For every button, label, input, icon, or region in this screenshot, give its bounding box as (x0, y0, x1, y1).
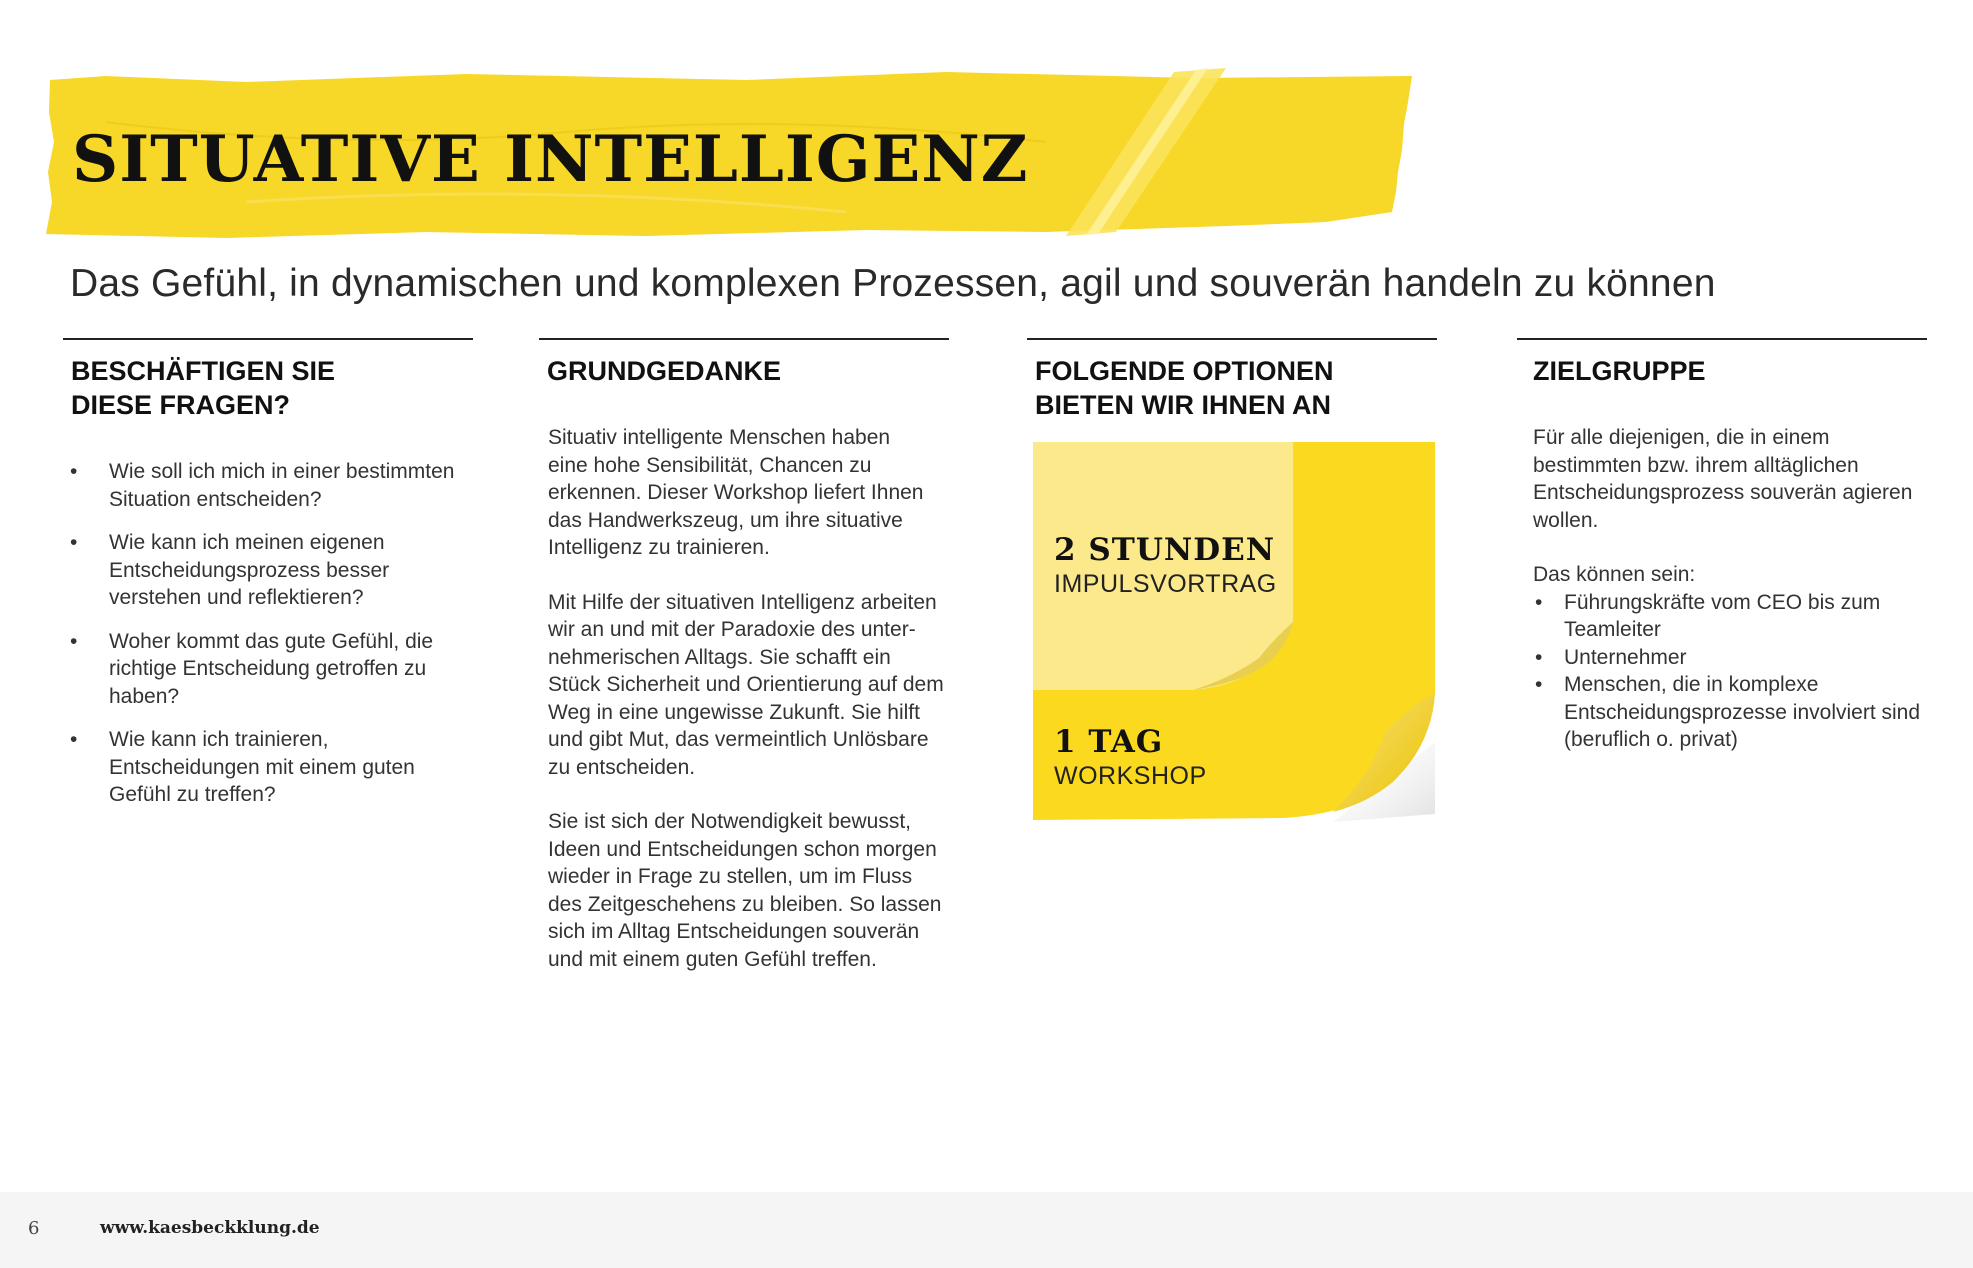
concept-heading: GRUNDGEDANKE (547, 356, 782, 386)
option-duration: 2 STUNDEN (1054, 532, 1276, 568)
audience-intro: Für alle diejenigen, die in einem bestimmten bzw. ihrem alltäglichen Entscheidungsprozess souverän agieren wollen. (1533, 426, 1913, 532)
audience-item: • Menschen, die in komplexe Entscheidungsprozesse involviert sind (beruflich o. privat) (1533, 671, 1927, 754)
question-item: • Wie soll ich mich in einer bestimmten Situation entscheiden? (63, 458, 473, 513)
question-item: • Woher kommt das gute Gefühl, die richtige Entscheidung getroffen zu haben? (63, 628, 473, 711)
audience-column (1517, 338, 1927, 754)
column-divider (63, 338, 473, 340)
option-workshop (1054, 724, 1207, 791)
page-number: 6 (28, 1218, 40, 1239)
questions-heading: BESCHÄFTIGEN SIE DIESE FRAGEN? (71, 356, 336, 420)
audience-text (1517, 424, 1927, 754)
page-title: SITUATIVE INTELLIGENZ (72, 122, 1029, 197)
website-link[interactable]: www.kaesbeckklung.de (100, 1218, 320, 1238)
questions-list (63, 458, 473, 809)
concept-paragraph: Mit Hilfe der situativen Intelligenz arbeiten wir an und mit der Paradoxie des unter- nehmerischen Alltags. Sie schafft ein Stück Sicherheit und Orientierung auf dem Weg in eine ungewisse Zukunft. Sie hilft und gibt Mut, das vermeintlich Unlösbare zu entscheiden. (548, 590, 944, 779)
question-item: • Wie kann ich meinen eigenen Entscheidungsprozess besser verstehen und reflektieren? (63, 529, 473, 612)
page-footer (0, 1192, 1973, 1268)
audience-list-intro: Das können sein: (1533, 563, 1696, 586)
option-type: WORKSHOP (1054, 762, 1207, 790)
audience-item: • Führungskräfte vom CEO bis zum Teamleiter (1533, 589, 1927, 644)
audience-heading: ZIELGRUPPE (1533, 356, 1706, 386)
options-heading: FOLGENDE OPTIONEN BIETEN WIR IHNEN AN (1035, 356, 1334, 420)
column-divider (539, 338, 949, 340)
page-subtitle: Das Gefühl, in dynamischen und komplexen Prozessen, agil und souverän handeln zu können (70, 262, 1716, 305)
sticky-note (1033, 442, 1435, 822)
audience-list (1533, 589, 1927, 754)
question-item: • Wie kann ich trainieren, Entscheidungen mit einem guten Gefühl zu treffen? (63, 726, 473, 809)
concept-column (539, 338, 949, 1000)
audience-item: • Unternehmer (1533, 644, 1927, 672)
concept-text (539, 424, 949, 973)
option-impulse-talk (1054, 532, 1277, 599)
option-type: IMPULSVORTRAG (1054, 570, 1277, 598)
questions-column (63, 338, 473, 825)
option-duration: 1 TAG (1054, 724, 1164, 760)
concept-paragraph: Sie ist sich der Notwendigkeit bewusst, Ideen und Entscheidungen schon morgen wieder in Frage zu stellen, um im Fluss des Zeitgeschehens zu bleiben. So lassen sich im Alltag Entscheidungen souverän und mit einem guten Gefühl treffen. (548, 810, 942, 971)
column-divider (1517, 338, 1927, 340)
concept-paragraph: Situativ intelligente Menschen haben eine hohe Sensibilität, Chancen zu erkennen. Dieser Workshop liefert Ihnen das Handwerkszeug, um ihre situative Intelligenz zu trainieren. (548, 426, 924, 559)
options-column (1027, 338, 1437, 422)
column-divider (1027, 338, 1437, 340)
